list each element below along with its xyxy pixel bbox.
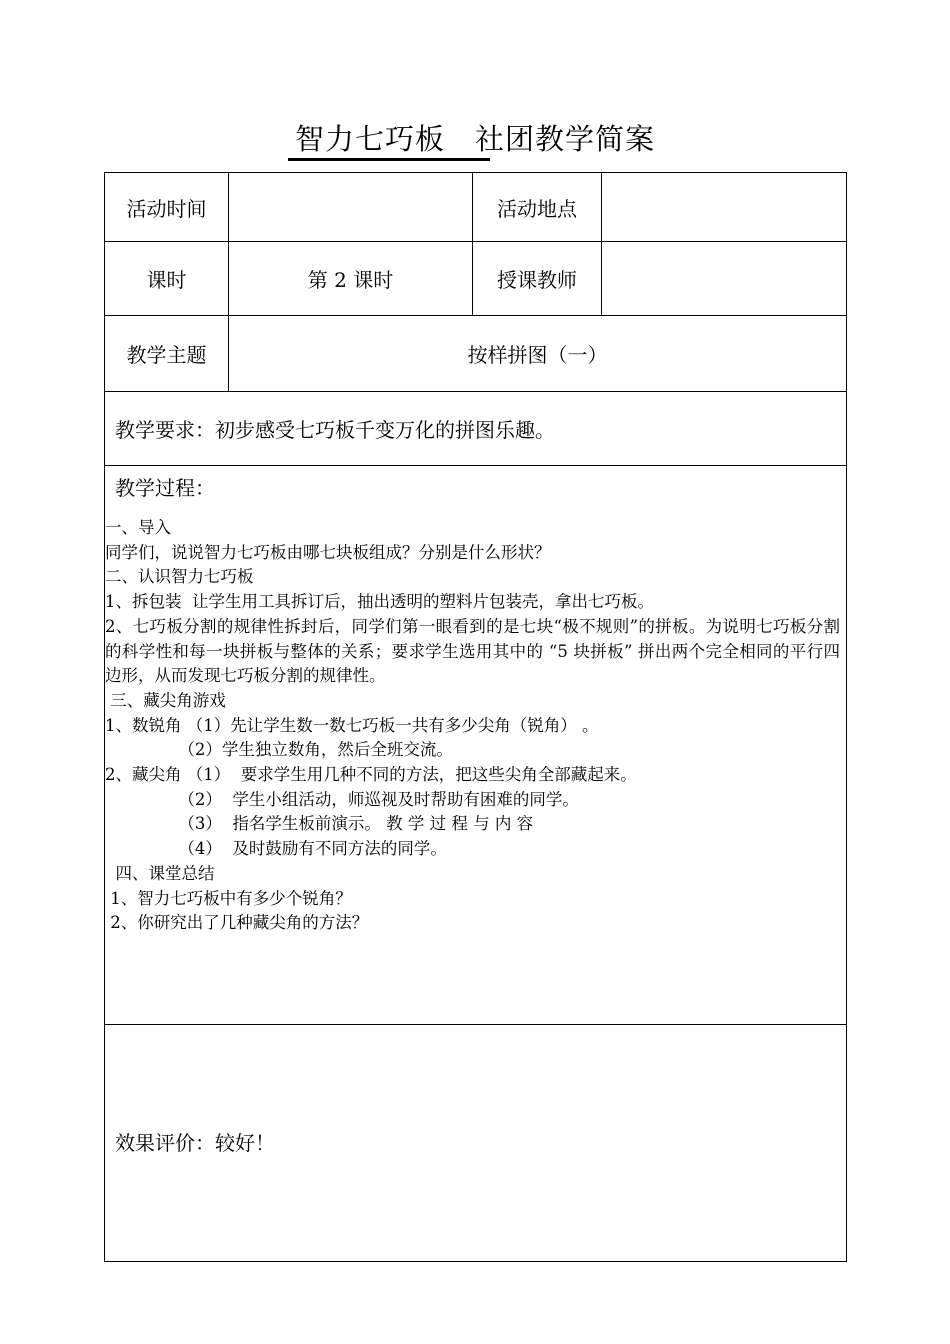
process-heading: 教学过程： [115, 476, 215, 500]
process-line: 二、认识智力七巧板 [105, 567, 254, 587]
place-value [602, 173, 847, 242]
page-title: 智力七巧板 社团教学简案 [294, 122, 655, 156]
place-label: 活动地点 [473, 173, 602, 242]
process-cell [105, 466, 847, 1025]
process-line: （4） 及时鼓励有不同方法的同学。 [105, 839, 447, 859]
process-line: 2、藏尖角 （1） 要求学生用几种不同的方法，把这些尖角全部藏起来。 [105, 765, 637, 785]
period-value: 第 2 课时 [229, 242, 473, 316]
process-line: 四、课堂总结 [105, 863, 215, 883]
title-underline [288, 158, 490, 161]
row-theme [105, 316, 847, 392]
process-line: （2）学生独立数角，然后全班交流。 [105, 740, 453, 760]
teacher-label: 授课教师 [473, 242, 602, 316]
process-line: 同学们，说说智力七巧板由哪七块板组成？分别是什么形状？ [105, 542, 551, 562]
row-period-teacher [105, 242, 847, 316]
teacher-value [602, 242, 847, 316]
process-line: （3） 指名学生板前演示。 教 学 过 程 与 内 容 [105, 814, 534, 834]
row-process [105, 466, 847, 1025]
theme-label: 教学主题 [105, 316, 229, 392]
theme-value: 按样拼图（一） [229, 316, 847, 392]
process-line: 1、智力七巧板中有多少个锐角？ [105, 888, 352, 908]
process-line: 2、你研究出了几种藏尖角的方法？ [105, 913, 369, 933]
process-line: 一、导入 [105, 518, 171, 537]
period-label: 课时 [105, 242, 229, 316]
process-line: 1、拆包装 让学生用工具拆订后，抽出透明的塑料片包装壳，拿出七巧板。 [105, 592, 654, 612]
lesson-plan-table [104, 172, 847, 1262]
process-line: 1、数锐角 （1）先让学生数一数七巧板一共有多少尖角（锐角） 。 [105, 715, 599, 735]
time-value [229, 173, 473, 242]
evaluation-text: 效果评价：较好！ [105, 1025, 847, 1262]
requirement-text: 教学要求：初步感受七巧板千变万化的拼图乐趣。 [105, 392, 847, 466]
process-paragraph: 2、七巧板分割的规律性拆封后，同学们第一眼看到的是七块“极不规则”的拼板。为说明七巧板分割的科学性和每一块拼板与整体的关系；要求学生选用其中的 “5 块拼板” 拼出两个完全相同的平行四边形，从而发现七巧板分割的规律性。 [105, 616, 840, 686]
row-evaluation [105, 1025, 847, 1262]
process-line: （2） 学生小组活动，师巡视及时帮助有困难的同学。 [105, 789, 579, 809]
process-line: 三、藏尖角游戏 [105, 690, 226, 710]
time-label: 活动时间 [105, 173, 229, 242]
row-requirement [105, 392, 847, 466]
row-time-place [105, 173, 847, 242]
